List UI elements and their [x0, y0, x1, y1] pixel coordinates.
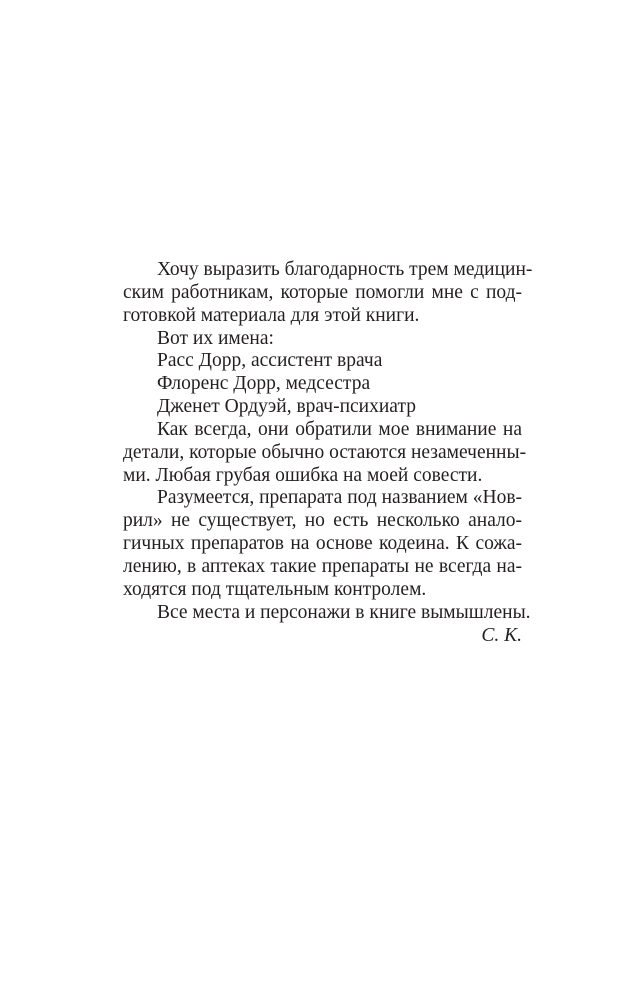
text-line: Вот их имена:: [157, 327, 274, 349]
text-line: лению, в аптеках такие препараты не всегда на-: [123, 555, 522, 577]
text-line: рил» не существует, но есть несколько анало-: [123, 510, 522, 532]
text-line: готовкой материала для этой книги.: [123, 304, 420, 326]
text-line: ми. Любая грубая ошибка на моей совести.: [123, 464, 483, 486]
acknowledgement-text: [123, 259, 533, 647]
text-line: детали, которые обычно остаются незамеченны-: [123, 441, 527, 463]
author-signature: С. К.: [481, 624, 522, 646]
text-line: ским работникам, которые помогли мне с под-: [123, 281, 522, 303]
text-line: Расс Дорр, ассистент врача: [157, 350, 383, 372]
text-line: Флоренс Дорр, медсестра: [157, 373, 371, 395]
text-line: Как всегда, они обратили мое внимание на: [157, 418, 522, 440]
text-line: Хочу выразить благодарность трем медицин-: [157, 259, 533, 280]
text-line: Дженет Ордуэй, врач-психиатр: [157, 396, 416, 418]
text-line: Все места и персонажи в книге вымышлены.: [157, 601, 531, 623]
text-line: гичных препаратов на основе кодеина. К сожа-: [123, 533, 522, 555]
text-line: Разумеется, препарата под названием «Нов-: [157, 487, 523, 509]
text-line: ходятся под тщательным контролем.: [123, 578, 427, 600]
